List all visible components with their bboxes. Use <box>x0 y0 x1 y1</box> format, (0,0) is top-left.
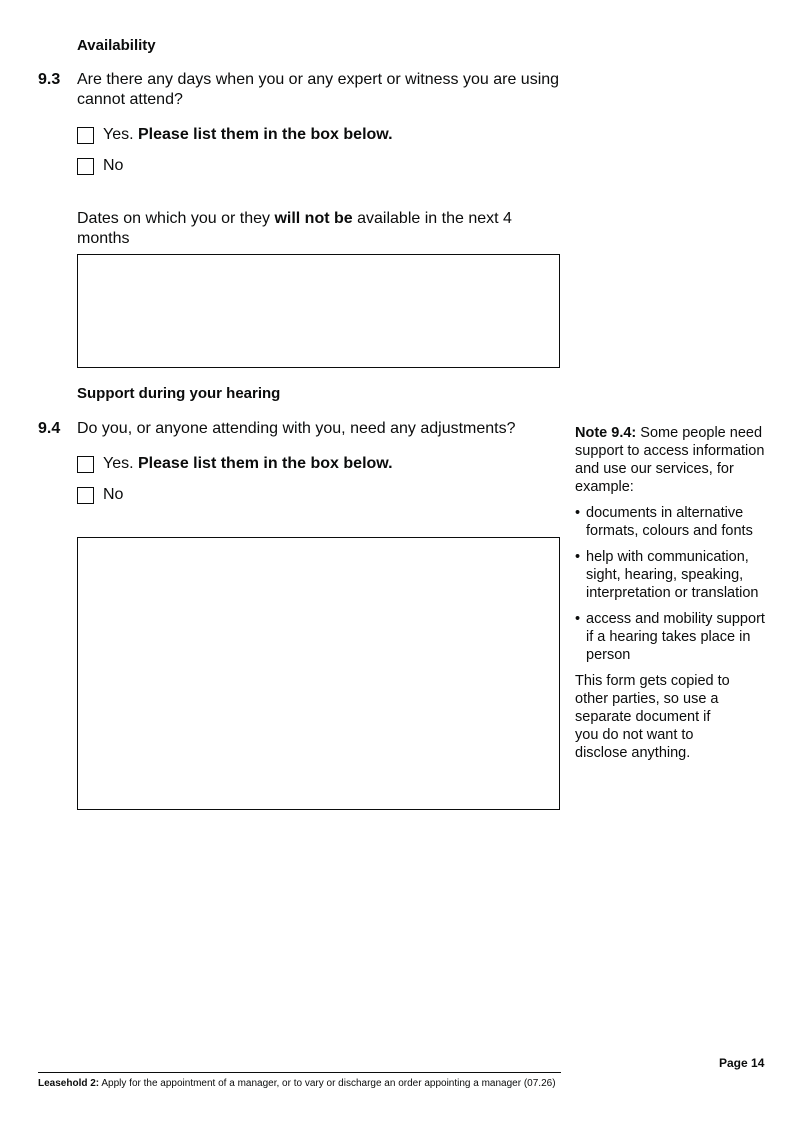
yes-checkbox-9-4[interactable] <box>77 456 94 473</box>
section-heading-availability: Availability <box>77 37 156 54</box>
question-number-9-3: 9.3 <box>38 71 61 88</box>
note-bullet: • access and mobility support if a hearing takes place in person <box>575 610 765 664</box>
option-yes-9-4[interactable] <box>77 455 393 473</box>
adjustments-field[interactable] <box>77 537 560 810</box>
section-heading-support: Support during your hearing <box>77 385 281 402</box>
dates-instruction: Dates on which you or they will not be available in the next 4 months <box>77 210 512 247</box>
unavailable-dates-field[interactable] <box>77 254 560 368</box>
page-number: Page 14 <box>719 1056 765 1070</box>
no-label-9-3: No <box>103 157 124 174</box>
yes-label-9-3: Yes. Please list them in the box below. <box>103 126 393 143</box>
footer-form-info: Leasehold 2: Apply for the appointment of a manager, or to vary or discharge an order appointing a manager (07.26) <box>38 1078 556 1089</box>
question-text-9-4: Do you, or anyone attending with you, need any adjustments? <box>77 420 516 437</box>
no-checkbox-9-4[interactable] <box>77 487 94 504</box>
question-number-9-4: 9.4 <box>38 420 61 437</box>
footer-divider <box>38 1072 561 1073</box>
option-yes-9-3[interactable] <box>77 126 393 144</box>
note-bullet-list <box>575 504 765 664</box>
option-no-9-4[interactable] <box>77 486 123 504</box>
yes-checkbox-9-3[interactable] <box>77 127 94 144</box>
option-no-9-3[interactable] <box>77 157 123 175</box>
note-intro: Note 9.4: Some people need support to access information and use our services, for example: <box>575 425 765 495</box>
note-bullet: • help with communication, sight, hearing, speaking, interpretation or translation <box>575 548 765 602</box>
no-checkbox-9-3[interactable] <box>77 158 94 175</box>
no-label-9-4: No <box>103 486 124 503</box>
yes-label-9-4: Yes. Please list them in the box below. <box>103 455 393 472</box>
note-bullet: • documents in alternative formats, colours and fonts <box>575 504 765 540</box>
note-9-4 <box>575 424 765 762</box>
note-closing: This form gets copied to other parties, so use a separate document if you do not want to disclose anything. <box>575 673 730 761</box>
question-text-9-3: Are there any days when you or any expert or witness you are using cannot attend? <box>77 71 560 108</box>
